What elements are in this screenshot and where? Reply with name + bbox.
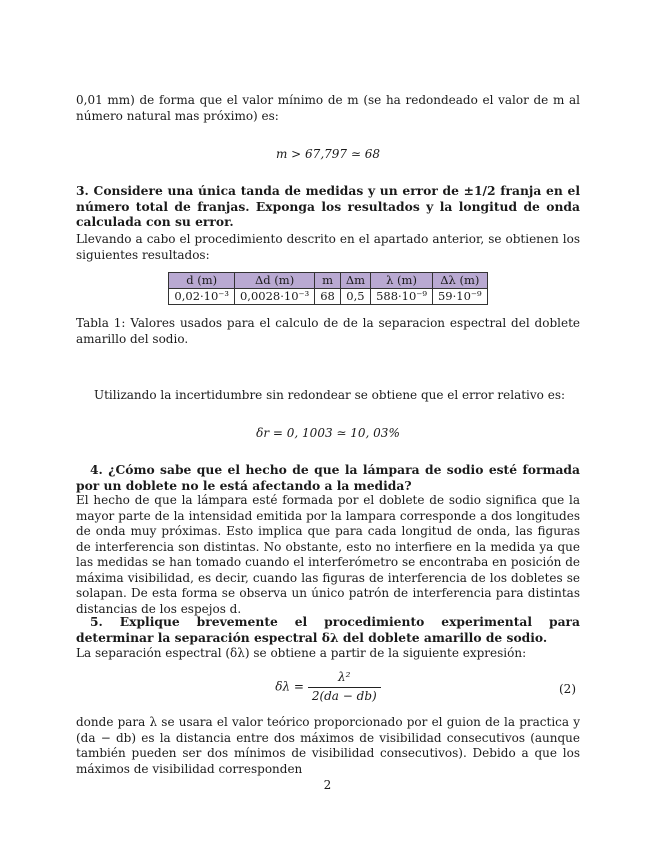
table-header-cell: λ (m) <box>371 273 433 289</box>
q3-body: Llevando a cabo el procedimiento descrito en el apartado anterior, se obtienen los siguientes resultados: <box>76 232 580 262</box>
table-cell: 0,5 <box>340 289 370 305</box>
intro-paragraph: 0,01 mm) de forma que el valor mínimo de m (se ha redondeado el valor de m al número natural mas próximo) es: <box>76 93 580 123</box>
table-cell: 68 <box>315 289 341 305</box>
results-table <box>168 272 487 305</box>
table-cell: 59·10⁻⁹ <box>432 289 487 305</box>
table-cell: 0,0028·10⁻³ <box>234 289 314 305</box>
table-header-cell: m <box>315 273 341 289</box>
table-header-cell: Δd (m) <box>234 273 314 289</box>
equation-m: m > 67,797 ≃ 68 <box>275 147 380 161</box>
table-header-cell: Δm <box>340 273 370 289</box>
caption-label: Tabla 1: <box>76 316 126 330</box>
equation-2-numerator: λ² <box>308 670 381 688</box>
caption-text: Valores usados para el calculo de de la separacion espectral del doblete amarillo del sodio. <box>76 316 580 346</box>
table-header-cell: d (m) <box>169 273 235 289</box>
q4-heading: 4. ¿Cómo sabe que el hecho de que la lámpara de sodio esté formada por un doblete no le está afectando a la medida? <box>76 462 580 493</box>
equation-2 <box>76 670 580 704</box>
q4-body: El hecho de que la lámpara esté formada por el doblete de sodio significa que la mayor parte de la intensidad emitida por la lampara corresponde a dos longitudes de onda muy próximas. Esto implica que para cada longitud de onda, las figuras de interferencia son distintas. No obstante, esto no interfiere en la medida ya que las medidas se han tomado cuando el interferómetro se encontraba en posición de máxima visibilidad, es decir, cuando las figuras de interferencia de los dobletes se solapan. De esta forma se observa un único patrón de interferencia para distintas distancias de los espejos d. <box>76 493 580 616</box>
table-cell: 0,02·10⁻³ <box>169 289 235 305</box>
relative-error-text: Utilizando la incertidumbre sin redondear se obtiene que el error relativo es: <box>94 388 566 402</box>
q3-heading: 3. Considere una única tanda de medidas y un error de ±1/2 franja en el número total de franjas. Exponga los resultados y la longitud de onda calculada con su error. <box>76 183 580 229</box>
closing-paragraph: donde para λ se usara el valor teórico proporcionado por el guion de la practica y (da − db) es la distancia entre dos máximos de visibilidad consecutivos (aunque también pueden ser dos mínimos de visibilidad consecutivos). Debido a que los máximos de visibilidad corresponden <box>76 715 580 776</box>
table-header-cell: Δλ (m) <box>432 273 487 289</box>
equation-relative-error: δr = 0, 1003 ≃ 10, 03% <box>256 426 400 440</box>
page-number: 2 <box>323 778 332 792</box>
equation-2-fraction <box>308 670 381 704</box>
results-table-wrap <box>76 272 580 305</box>
table-row <box>169 289 487 305</box>
table-header-row <box>169 273 487 289</box>
table-caption <box>76 316 580 347</box>
equation-2-lhs: δλ = <box>275 679 304 694</box>
equation-2-denominator: 2(da − db) <box>311 688 377 703</box>
equation-number: (2) <box>559 682 576 696</box>
table-cell: 588·10⁻⁹ <box>371 289 433 305</box>
q5-body: La separación espectral (δλ) se obtiene a partir de la siguiente expresión: <box>76 646 527 660</box>
q5-heading: 5. Explique brevemente el procedimiento experimental para determinar la separación espectral δλ del doblete amarillo de sodio. <box>76 614 580 645</box>
